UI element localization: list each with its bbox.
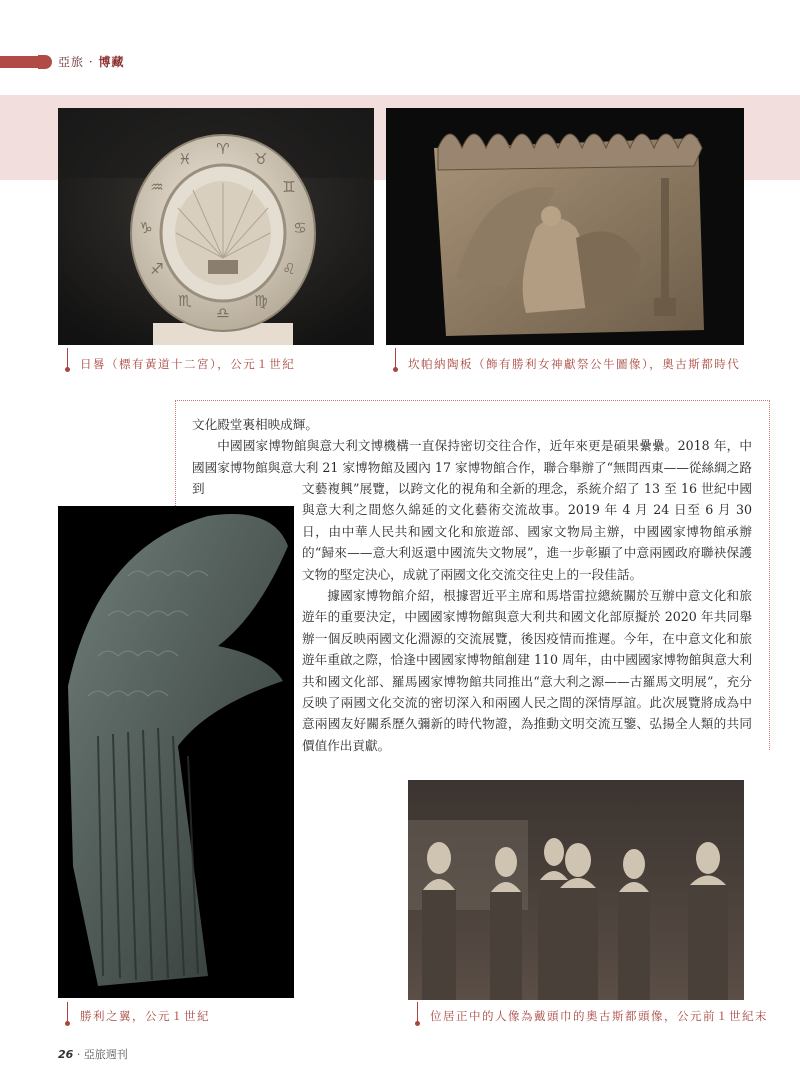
caption-marker xyxy=(417,1002,418,1024)
column-name: 博藏 xyxy=(98,55,125,69)
footer-dot: · xyxy=(76,1048,81,1061)
section-name: 亞旅 xyxy=(58,55,85,69)
wing-photo xyxy=(58,506,294,998)
sundial-caption: 日晷（標有黃道十二宮），公元１世紀 xyxy=(80,357,296,371)
busts-caption: 位居正中的人像為戴頭巾的奧古斯都頭像，公元前１世紀末 xyxy=(430,1009,768,1023)
page-number: 26 xyxy=(58,1048,74,1061)
paragraph: 中國國家博物館與意大利文博機構一直保持密切交往合作，近年來更是碩果纍纍。2018 年，中國國家博物館與意大利 21 家博物館及國內 17 家博物館合作，聯合舉辦了“無問西東——從絲綢之路到 xyxy=(192,438,752,497)
section-dot: · xyxy=(88,55,94,69)
zodiac-mark: ♐ xyxy=(150,260,164,278)
caption-marker xyxy=(67,1002,68,1024)
sundial-illustration xyxy=(58,108,374,345)
zodiac-mark: ♈ xyxy=(216,140,230,158)
page-footer xyxy=(58,1046,128,1062)
wing-illustration xyxy=(58,506,294,998)
zodiac-mark: ♑ xyxy=(139,219,153,237)
zodiac-mark: ♍ xyxy=(254,292,268,310)
zodiac-mark: ♌ xyxy=(282,260,296,278)
zodiac-mark: ♓ xyxy=(178,150,192,168)
magazine-name: 亞旅週刊 xyxy=(83,1048,128,1061)
busts-illustration xyxy=(408,780,744,1000)
busts-photo xyxy=(408,780,744,1000)
zodiac-mark: ♒ xyxy=(150,178,164,196)
section-header xyxy=(58,53,125,70)
paragraph: 文藝複興”展覽，以跨文化的視角和全新的理念，系統介紹了 13 至 16 世紀中國與意大利之間悠久綿延的文化藝術交流故事。2019 年 4 月 24 日至 6 月 30 日，由中華人民共和國文化和旅遊部、國家文物局主辦，中國國家博物館承辦的“歸來——意大利返還中國流失文物展”，進一步彰顯了中意兩國政府聯袂保護文物的堅定決心，成就了兩國文化交流交往史上的一段佳話。 xyxy=(302,481,752,582)
relief-photo xyxy=(386,108,744,345)
zodiac-mark: ♋ xyxy=(293,219,307,237)
sundial-photo xyxy=(58,108,374,345)
zodiac-mark: ♎ xyxy=(216,304,230,322)
article-text-main xyxy=(302,478,752,756)
header-accent-bar xyxy=(0,56,38,68)
paragraph: 據國家博物館介紹，根據習近平主席和馬塔雷拉總統關於互辦中意文化和旅遊年的重要決定，中國國家博物館與意大利共和國文化部原擬於 2020 年共同舉辦一個反映兩國文化淵源的交流展覽，後因疫情而推遲。今年，在中意文化和旅遊年重啟之際，恰逢中國國家博物館創建 110 周年，由中國國家博物館與意大利共和國文化部、羅馬國家博物館共同推出“意大利之源——古羅馬文明展”，充分反映了兩國文化交流的密切深入和兩國人民之間的深情厚誼。此次展覽將成為中意兩國友好關系歷久彌新的時代物證，為推動文明交流互鑒、弘揚全人類的共同價值作出貢獻。 xyxy=(302,588,752,753)
paragraph: 文化殿堂裏相映成輝。 xyxy=(192,417,318,432)
header-tab-shape xyxy=(38,55,52,69)
caption-marker xyxy=(67,348,68,370)
zodiac-mark: ♏ xyxy=(178,292,192,310)
wing-caption: 勝利之翼，公元１世紀 xyxy=(80,1009,210,1023)
zodiac-mark: ♉ xyxy=(254,150,268,168)
caption-marker xyxy=(395,348,396,370)
relief-caption: 坎帕納陶板（飾有勝利女神獻祭公牛圖像），奧古斯都時代 xyxy=(408,357,741,371)
relief-illustration xyxy=(386,108,744,345)
zodiac-mark: ♊ xyxy=(282,178,296,196)
